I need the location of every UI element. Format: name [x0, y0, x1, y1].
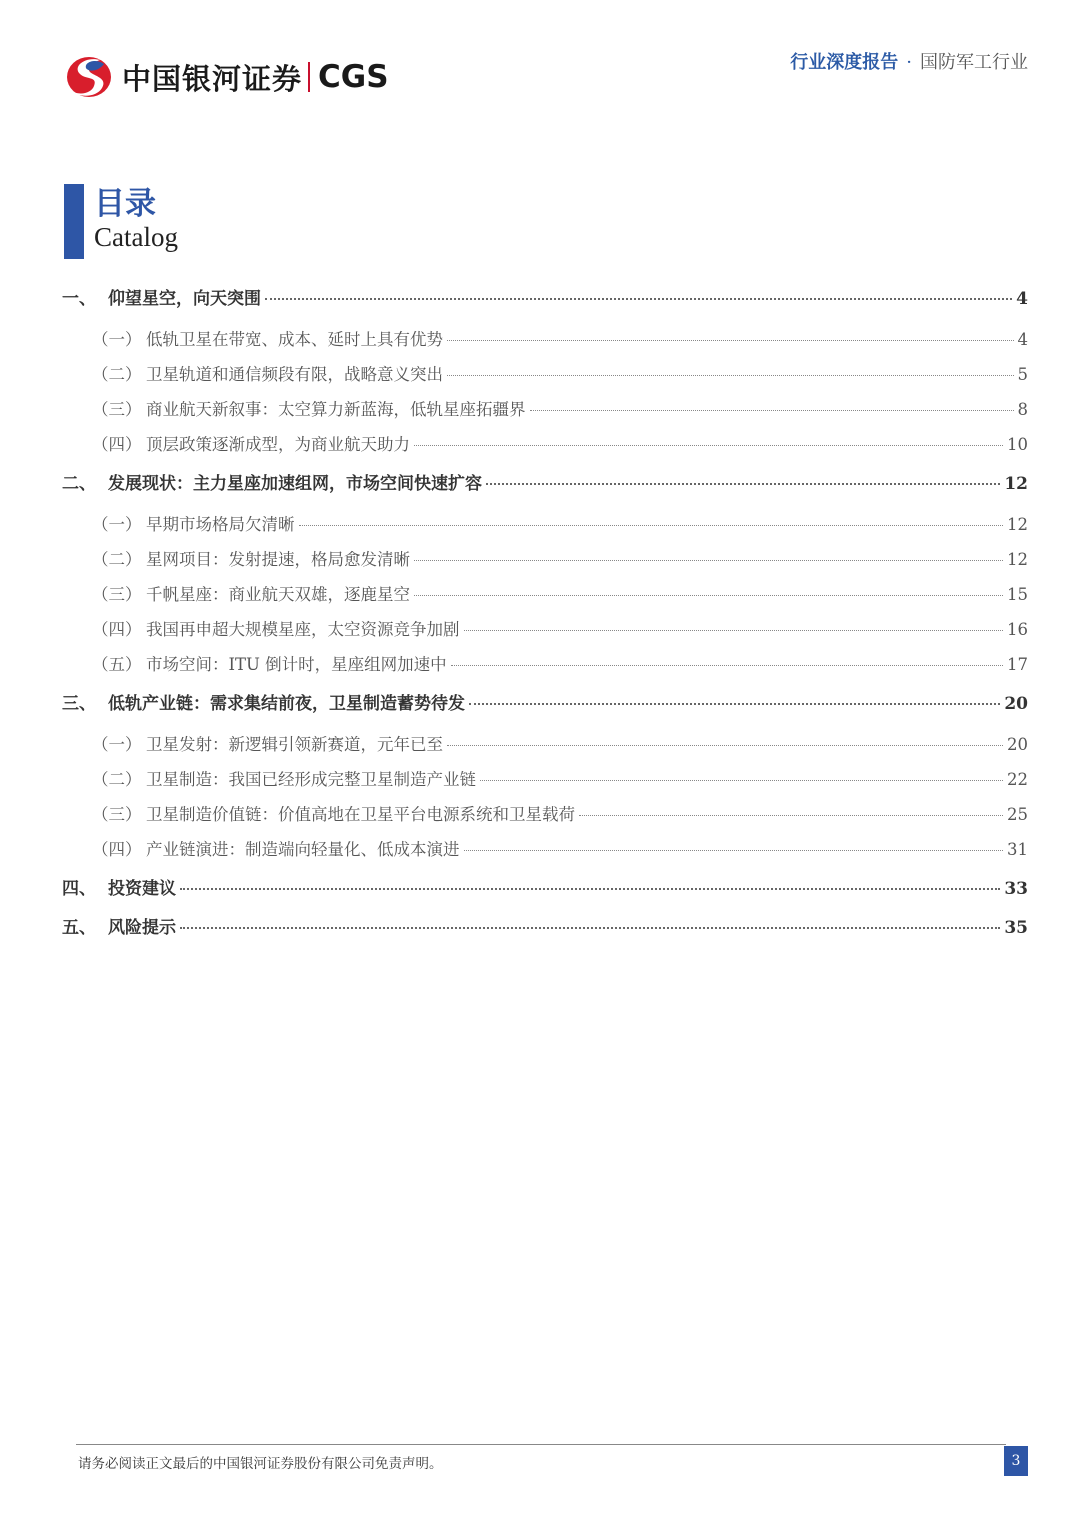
toc-label: 发展现状：主力星座加速组网，市场空间快速扩容: [108, 474, 482, 494]
toc-subsection[interactable]: [62, 836, 1028, 860]
toc-subsection[interactable]: [62, 801, 1028, 825]
toc-label: 卫星轨道和通信频段有限，战略意义突出: [146, 365, 443, 384]
toc-leader-dots: [414, 560, 1003, 561]
toc-subsection[interactable]: [62, 581, 1028, 605]
toc-page-number: 12: [1004, 474, 1028, 494]
industry-name: 国防军工行业: [920, 52, 1028, 73]
toc-leader-dots: [414, 595, 1003, 596]
toc-label: 投资建议: [108, 879, 176, 899]
toc-page-number: 16: [1007, 620, 1028, 639]
toc-page-number: 5: [1017, 365, 1028, 384]
toc-page-number: 8: [1017, 400, 1028, 419]
toc-leader-dots: [480, 780, 1003, 781]
title-accent-bar: [64, 184, 84, 259]
toc-number: （三）: [92, 805, 142, 824]
toc-label: 仰望星空，向天突围: [108, 289, 261, 309]
toc-number: 三、: [62, 694, 96, 714]
toc-subsection[interactable]: [62, 361, 1028, 385]
title-english: Catalog: [94, 222, 178, 252]
toc-label: 风险提示: [108, 918, 176, 938]
toc-label: 低轨卫星在带宽、成本、延时上具有优势: [146, 330, 443, 349]
toc-number: （一）: [92, 735, 142, 754]
toc-label: 卫星制造：我国已经形成完整卫星制造产业链: [146, 770, 476, 789]
toc-label: 卫星发射：新逻辑引领新赛道，元年已至: [146, 735, 443, 754]
toc-leader-dots: [447, 340, 1014, 341]
toc-number: （五）: [92, 655, 142, 674]
toc-leader-dots: [469, 703, 1000, 705]
toc-page-number: 22: [1007, 770, 1028, 789]
toc-leader-dots: [299, 525, 1004, 526]
toc-page-number: 20: [1007, 735, 1028, 754]
toc-number: （四）: [92, 620, 142, 639]
toc-label: 卫星制造价值链：价值高地在卫星平台电源系统和卫星载荷: [146, 805, 575, 824]
toc-subsection[interactable]: [62, 651, 1028, 675]
toc-page-number: 17: [1007, 655, 1028, 674]
toc-page-number: 10: [1007, 435, 1028, 454]
toc-number: （四）: [92, 435, 142, 454]
toc-number: （二）: [92, 770, 142, 789]
toc-section[interactable]: [62, 874, 1028, 899]
toc-label: 顶层政策逐渐成型，为商业航天助力: [146, 435, 410, 454]
toc-number: 一、: [62, 289, 96, 309]
toc-label: 低轨产业链：需求集结前夜，卫星制造蓄势待发: [108, 694, 465, 714]
toc-subsection[interactable]: [62, 616, 1028, 640]
title-chinese: 目录: [94, 186, 156, 222]
toc-section[interactable]: [62, 284, 1028, 309]
toc-section[interactable]: [62, 913, 1028, 938]
toc-subsection[interactable]: [62, 431, 1028, 455]
toc-subsection[interactable]: [62, 731, 1028, 755]
toc-subsection[interactable]: [62, 511, 1028, 535]
toc-leader-dots: [464, 630, 1004, 631]
toc-page-number: 20: [1004, 694, 1028, 714]
toc-leader-dots: [486, 483, 1000, 485]
footer-disclaimer: 请务必阅读正文最后的中国银河证券股份有限公司免责声明。: [78, 1456, 443, 1472]
toc-page-number: 12: [1007, 515, 1028, 534]
toc-leader-dots: [530, 410, 1014, 411]
toc-subsection[interactable]: [62, 396, 1028, 420]
report-kind: 行业深度报告: [790, 52, 899, 73]
toc-page-number: 31: [1007, 840, 1028, 859]
toc-label: 市场空间：ITU 倒计时，星座组网加速中: [146, 655, 447, 674]
toc-leader-dots: [180, 888, 1000, 890]
table-of-contents: [62, 278, 1028, 938]
logo-chinese-text: 中国银河证券: [122, 61, 303, 96]
company-logo: [64, 54, 389, 100]
toc-number: （一）: [92, 330, 142, 349]
toc-label: 星网项目：发射提速，格局愈发清晰: [146, 550, 410, 569]
toc-page-number: 4: [1016, 289, 1028, 309]
toc-leader-dots: [447, 745, 1003, 746]
toc-leader-dots: [265, 298, 1012, 300]
toc-label: 商业航天新叙事：太空算力新蓝海，低轨星座拓疆界: [146, 400, 526, 419]
toc-number: 五、: [62, 918, 96, 938]
toc-page-number: 4: [1017, 330, 1028, 349]
toc-section[interactable]: [62, 469, 1028, 494]
toc-leader-dots: [451, 665, 1003, 666]
toc-number: 二、: [62, 474, 96, 494]
toc-page-number: 12: [1007, 550, 1028, 569]
toc-page-number: 25: [1007, 805, 1028, 824]
toc-number: （三）: [92, 400, 142, 419]
toc-label: 千帆星座：商业航天双雄，逐鹿星空: [146, 585, 410, 604]
toc-page-number: 35: [1004, 918, 1028, 938]
footer-divider: [76, 1444, 1006, 1445]
header-separator: ·: [906, 52, 912, 73]
toc-subsection[interactable]: [62, 546, 1028, 570]
toc-label: 早期市场格局欠清晰: [146, 515, 295, 534]
toc-section[interactable]: [62, 689, 1028, 714]
toc-leader-dots: [414, 445, 1003, 446]
toc-subsection[interactable]: [62, 766, 1028, 790]
toc-subsection[interactable]: [62, 326, 1028, 350]
toc-leader-dots: [447, 375, 1014, 376]
toc-number: （三）: [92, 585, 142, 604]
toc-leader-dots: [464, 850, 1004, 851]
logo-english-text: CGS: [318, 59, 389, 95]
toc-label: 我国再申超大规模星座，太空资源竞争加剧: [146, 620, 460, 639]
report-type-header: [790, 48, 1028, 74]
galaxy-logo-icon: [64, 54, 114, 100]
page-number: 3: [1004, 1446, 1028, 1476]
logo-divider: [308, 62, 310, 92]
toc-number: 四、: [62, 879, 96, 899]
toc-number: （二）: [92, 365, 142, 384]
toc-leader-dots: [180, 927, 1000, 929]
toc-number: （一）: [92, 515, 142, 534]
toc-number: （二）: [92, 550, 142, 569]
toc-label: 产业链演进：制造端向轻量化、低成本演进: [146, 840, 460, 859]
toc-page-number: 15: [1007, 585, 1028, 604]
toc-leader-dots: [579, 815, 1003, 816]
toc-number: （四）: [92, 840, 142, 859]
toc-page-number: 33: [1004, 879, 1028, 899]
